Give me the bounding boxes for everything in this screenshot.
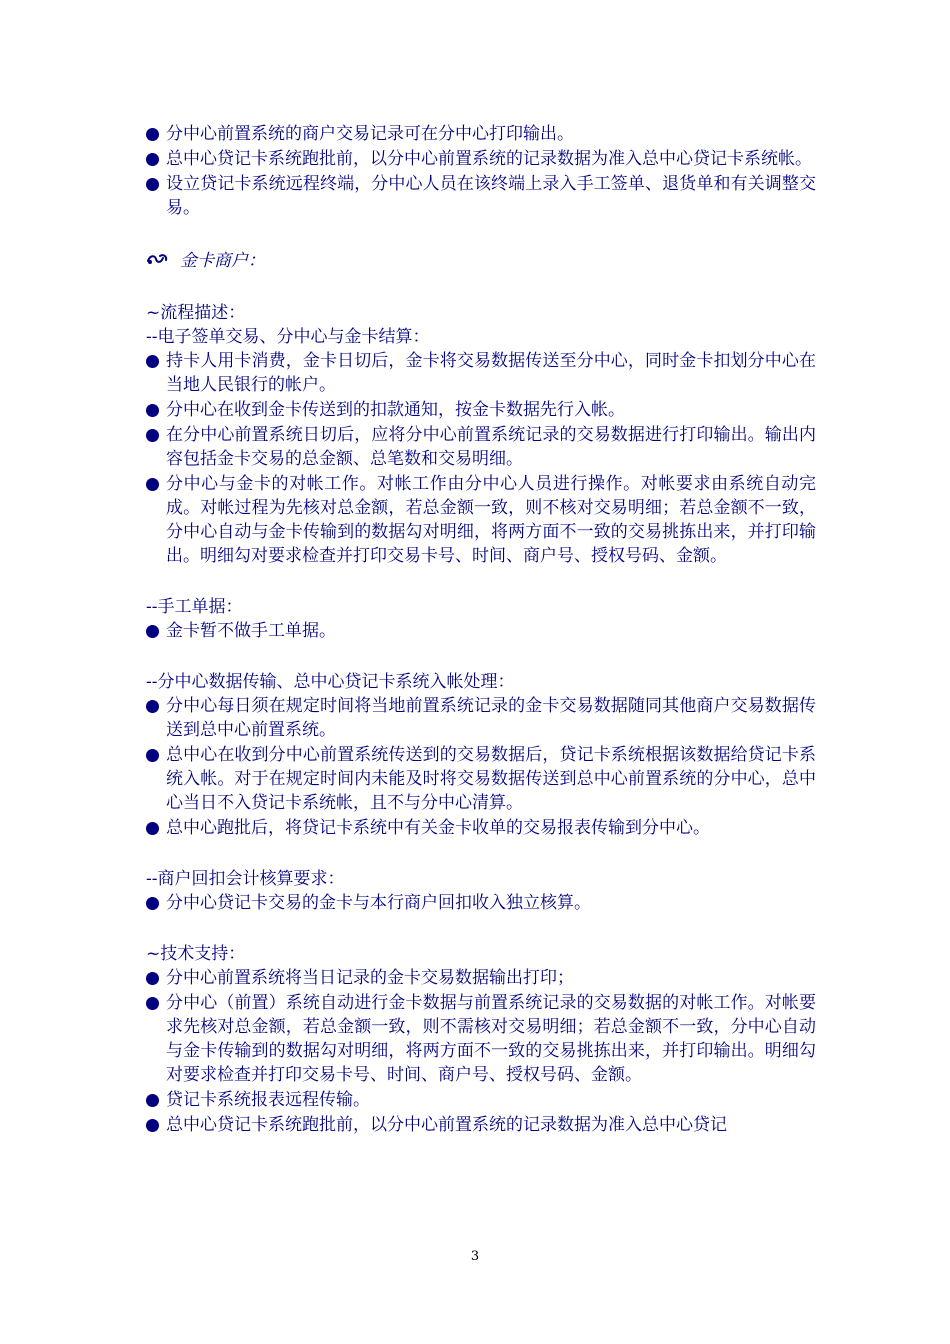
list-item: 分中心在收到金卡传送到的扣款通知，按金卡数据先行入帐。 (146, 398, 816, 422)
list-item: 分中心前置系统将当日记录的金卡交易数据输出打印； (146, 966, 816, 990)
bullet-icon (146, 625, 159, 638)
bullet-icon (146, 897, 159, 910)
subsection-title: --手工单据： (146, 597, 243, 617)
section-heading (146, 249, 816, 273)
list-item: 总中心在收到分中心前置系统传送到的交易数据后，贷记卡系统根据该数据给贷记卡系统入帐。对于在规定时间内未能及时将交易数据传送到总中心前置系统的分中心，总中心当日不入贷记卡系统帐，且不与分中心清算。 (146, 743, 816, 815)
ornament-icon (146, 249, 170, 273)
bullet-icon (146, 1119, 159, 1132)
list-item: 分中心每日须在规定时间将当地前置系统记录的金卡交易数据随同其他商户交易数据传送到总中心前置系统。 (146, 694, 816, 742)
page-number: 3 (470, 1249, 480, 1264)
heading-text: 金卡商户： (180, 251, 265, 271)
list-item: 分中心前置系统的商户交易记录可在分中心打印输出。 (146, 122, 816, 146)
list-item: 总中心跑批后，将贷记卡系统中有关金卡收单的交易报表传输到分中心。 (146, 816, 816, 840)
subsection-title: --电子签单交易、分中心与金卡结算： (146, 327, 430, 347)
bullet-icon (146, 404, 159, 417)
page-content (146, 122, 816, 1138)
list-item: 总中心贷记卡系统跑批前，以分中心前置系统的记录数据为准入总中心贷记卡系统帐。 (146, 147, 816, 171)
bullet-icon (146, 355, 159, 368)
bullet-icon (146, 972, 159, 985)
bullet-icon (146, 749, 159, 762)
bullet-icon (146, 153, 159, 166)
tech-title: ~技术支持： (146, 944, 246, 964)
subsection-title: --商户回扣会计核算要求： (146, 869, 345, 889)
flow-title: ~流程描述： (146, 303, 246, 323)
bullet-icon (146, 700, 159, 713)
list-item: 分中心与金卡的对帐工作。对帐工作由分中心人员进行操作。对帐要求由系统自动完成。对帐过程为先核对总金额，若总金额一致，则不核对交易明细；若总金额不一致，分中心自动与金卡传输到的数据勾对明细，将两方面不一致的交易挑拣出来，并打印输出。明细勾对要求检查并打印交易卡号、时间、商户号、授权号码、金额。 (146, 472, 816, 568)
list-item: 设立贷记卡系统远程终端，分中心人员在该终端上录入手工签单、退货单和有关调整交易。 (146, 172, 816, 220)
bullet-icon (146, 128, 159, 141)
list-item: 持卡人用卡消费，金卡日切后，金卡将交易数据传送至分中心，同时金卡扣划分中心在当地人民银行的帐户。 (146, 349, 816, 397)
list-item: 分中心（前置）系统自动进行金卡数据与前置系统记录的交易数据的对帐工作。对帐要求先核对总金额，若总金额一致，则不需核对交易明细；若总金额不一致，分中心自动与金卡传输到的数据勾对明细，将两方面不一致的交易挑拣出来，并打印输出。明细勾对要求检查并打印交易卡号、时间、商户号、授权号码、金额。 (146, 991, 816, 1087)
list-item: 总中心贷记卡系统跑批前，以分中心前置系统的记录数据为准入总中心贷记 (146, 1113, 816, 1137)
subsection-title: --分中心数据传输、总中心贷记卡系统入帐处理： (146, 672, 515, 692)
list-item: 贷记卡系统报表远程传输。 (146, 1088, 816, 1112)
bullet-icon (146, 429, 159, 442)
bullet-icon (146, 997, 159, 1010)
bullet-icon (146, 178, 159, 191)
list-item: 分中心贷记卡交易的金卡与本行商户回扣收入独立核算。 (146, 891, 816, 915)
bullet-icon (146, 822, 159, 835)
bullet-icon (146, 1094, 159, 1107)
list-item: 在分中心前置系统日切后，应将分中心前置系统记录的交易数据进行打印输出。输出内容包括金卡交易的总金额、总笔数和交易明细。 (146, 423, 816, 471)
list-item: 金卡暂不做手工单据。 (146, 619, 816, 643)
bullet-icon (146, 478, 159, 491)
